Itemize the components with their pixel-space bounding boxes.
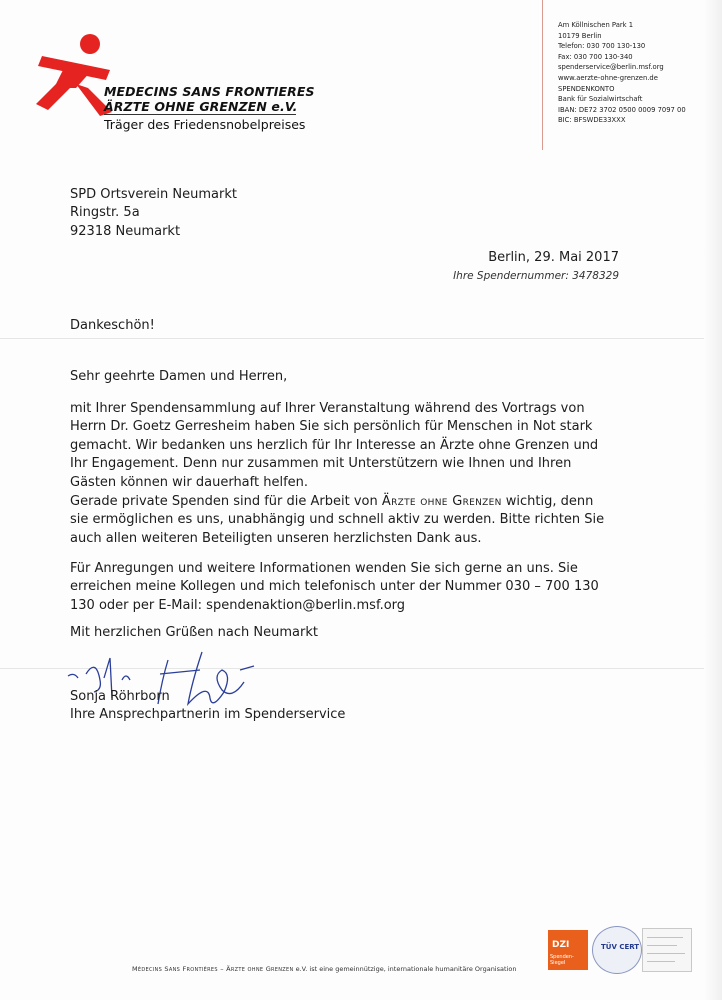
letter-closing: Mit herzlichen Grüßen nach Neumarkt	[70, 625, 318, 640]
paragraph-text: Gerade private Spenden sind für die Arbeit von	[70, 494, 382, 509]
org-name-inline: Ärzte ohne Grenzen	[381, 494, 502, 509]
letter-paragraph-2	[70, 493, 604, 548]
account-title: SPENDENKONTO	[558, 84, 615, 93]
paragraph-line	[70, 493, 604, 511]
dzi-seal-icon	[548, 930, 588, 970]
account-bic: BIC: BFSWDE33XXX	[558, 116, 626, 125]
paragraph-line: gemacht. Wir bedanken uns herzlich für Ihr Interesse an Ärzte ohne Grenzen und	[70, 437, 599, 453]
dzi-label: DZI	[552, 940, 570, 950]
tuv-cert-seal-icon	[592, 926, 642, 974]
cert-text-line	[647, 945, 677, 946]
paragraph-line: sie ermöglichen es uns, unabhängig und schnell aktiv zu werden. Bitte richten Sie	[70, 512, 605, 528]
letter-subject: Dankeschön!	[70, 318, 155, 333]
org-name-divider	[104, 114, 296, 115]
letter-paragraph-3	[70, 560, 599, 615]
paragraph-line: Herrn Dr. Goetz Gerresheim haben Sie sich persönlich für Menschen in Not stark	[70, 419, 593, 435]
org-name-german: ÄRZTE OHNE GRENZEN e.V.	[104, 99, 298, 114]
sender-role: Ihre Ansprechpartnerin im Spenderservice	[70, 707, 346, 722]
letter-salutation: Sehr geehrte Damen und Herren,	[70, 369, 288, 384]
account-iban: IBAN: DE72 3702 0500 0009 7097 00	[558, 105, 686, 114]
recipient-city: 92318 Neumarkt	[70, 223, 181, 239]
letter-paragraph-1	[70, 400, 598, 492]
recipient-address	[70, 186, 237, 241]
paragraph-line: 130 oder per E-Mail: spendenaktion@berlin.msf.org	[70, 597, 406, 613]
paragraph-line: Gästen können wir dauerhaft helfen.	[70, 474, 309, 490]
sender-name: Sonja Röhrborn	[70, 689, 170, 704]
certificate-badge-icon	[642, 928, 692, 972]
footer-org-name: Médecins Sans Frontières – Ärzte ohne Grenzen	[132, 965, 294, 973]
contact-email: spenderservice@berlin.msf.org	[558, 63, 664, 72]
contact-phone: Telefon: 030 700 130-130	[558, 42, 646, 51]
cert-text-line	[647, 953, 685, 954]
cert-text-line	[647, 937, 683, 938]
paragraph-line: mit Ihrer Spendensammlung auf Ihrer Veranstaltung während des Vortrags von	[70, 401, 585, 416]
dzi-sub-label: Spenden-Siegel	[550, 954, 574, 966]
footer-note	[132, 965, 516, 973]
paragraph-line: erreichen meine Kollegen und mich telefonisch unter der Nummer 030 – 700 130	[70, 579, 599, 595]
footer-description: e.V. ist eine gemeinnützige, internationale humanitäre Organisation	[293, 965, 517, 973]
contact-street: Am Köllnischen Park 1	[558, 21, 634, 29]
org-tagline: Träger des Friedensnobelpreises	[104, 117, 306, 132]
paragraph-line: Ihr Engagement. Denn nur zusammen mit Unterstützern wie Ihnen und Ihren	[70, 456, 572, 472]
paragraph-line: auch allen weiteren Beteiligten unseren herzlichsten Dank aus.	[70, 530, 482, 546]
contact-web: www.aerzte-ohne-grenzen.de	[558, 73, 658, 82]
org-name-french: MEDECINS SANS FRONTIERES	[104, 84, 315, 99]
contact-fax: Fax: 030 700 130-340	[558, 52, 633, 61]
paper-fold-line	[0, 338, 722, 339]
tuv-label: TÜV CERT	[601, 943, 640, 951]
recipient-street: Ringstr. 5a	[70, 205, 140, 221]
donor-number: Ihre Spendernummer: 3478329	[453, 270, 619, 282]
contact-divider	[542, 0, 543, 150]
letter-date: Berlin, 29. Mai 2017	[488, 250, 619, 265]
recipient-name: SPD Ortsverein Neumarkt	[70, 187, 237, 202]
paragraph-line: Für Anregungen und weitere Informationen wenden Sie sich gerne an uns. Sie	[70, 561, 578, 576]
cert-text-line	[647, 961, 675, 962]
contact-city: 10179 Berlin	[558, 31, 602, 40]
account-bank: Bank für Sozialwirtschaft	[558, 95, 643, 104]
paragraph-text: wichtig, denn	[501, 494, 594, 509]
contact-block	[542, 0, 722, 152]
